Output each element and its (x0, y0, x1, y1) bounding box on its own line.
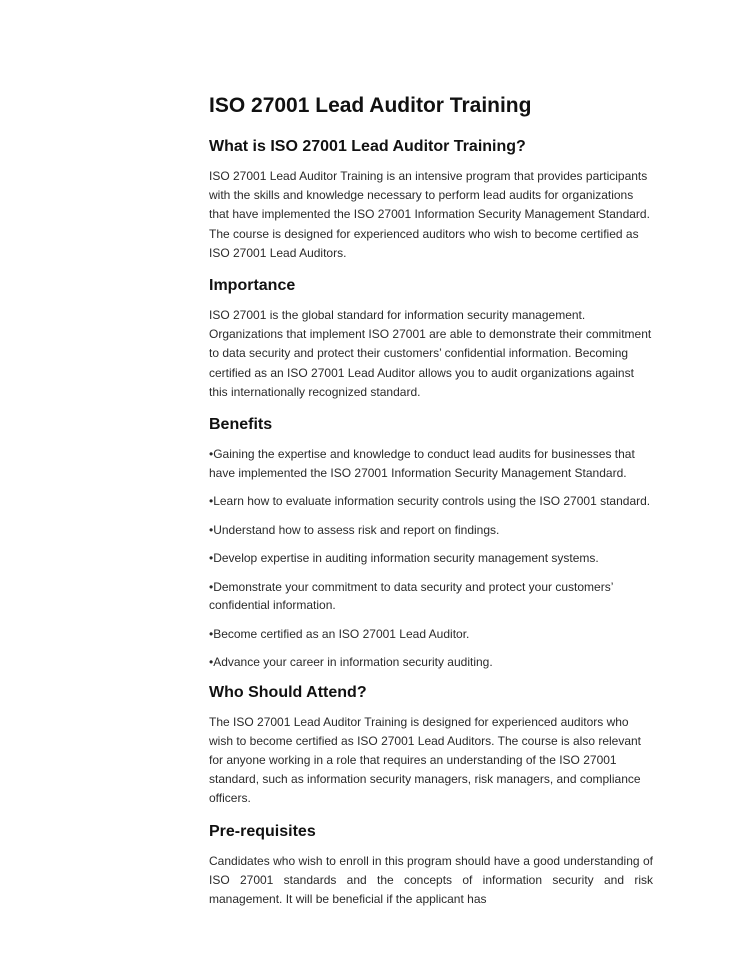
list-item: •Develop expertise in auditing information security management systems. (209, 551, 599, 566)
paragraph-prerequisites: Candidates who wish to enroll in this program should have a good understanding of ISO 27001 standards and the concepts of information security and risk management. It will be beneficial if the applicant has (209, 853, 653, 906)
page-title: ISO 27001 Lead Auditor Training (209, 94, 532, 117)
list-item: •Learn how to evaluate information security controls using the ISO 27001 standard. (209, 494, 651, 509)
document-page (209, 92, 653, 921)
paragraph-importance: ISO 27001 is the global standard for information security management. Organizations that implement ISO 27001 are able to demonstrate their commitment to data security and protect their customers’ confidential information. Becoming certified as an ISO 27001 Lead Auditor allows you to audit organizations against this internationally recognized standard. (209, 308, 652, 399)
list-item: •Gaining the expertise and knowledge to conduct lead audits for businesses that have implemented the ISO 27001 Information Security Management Standard. (209, 447, 635, 480)
list-item: •Demonstrate your commitment to data security and protect your customers’ confidential information. (209, 579, 613, 613)
heading-prerequisites: Pre-requisites (209, 822, 316, 840)
paragraph-what-is: ISO 27001 Lead Auditor Training is an intensive program that provides participants with the skills and knowledge necessary to perform lead audits for organizations that have implemented the ISO 27001 Information Security Management Standard. The course is designed for experienced auditors who wish to become certified as ISO 27001 Lead Auditors. (209, 169, 650, 260)
benefits-list (209, 445, 653, 672)
list-item: •Advance your career in information security auditing. (209, 655, 493, 670)
list-item: •Understand how to assess risk and report on findings. (209, 522, 500, 537)
list-item: •Become certified as an ISO 27001 Lead Auditor. (209, 626, 470, 641)
heading-importance: Importance (209, 277, 296, 295)
heading-who-should-attend: Who Should Attend? (209, 683, 367, 701)
paragraph-who-should-attend: The ISO 27001 Lead Auditor Training is designed for experienced auditors who wish to become certified as ISO 27001 Lead Auditors. The course is also relevant for anyone working in a role that requires an understanding of the ISO 27001 standard, such as information security managers, risk managers, and compliance officers. (209, 714, 642, 806)
heading-benefits: Benefits (209, 416, 273, 434)
heading-what-is: What is ISO 27001 Lead Auditor Training? (209, 138, 526, 155)
